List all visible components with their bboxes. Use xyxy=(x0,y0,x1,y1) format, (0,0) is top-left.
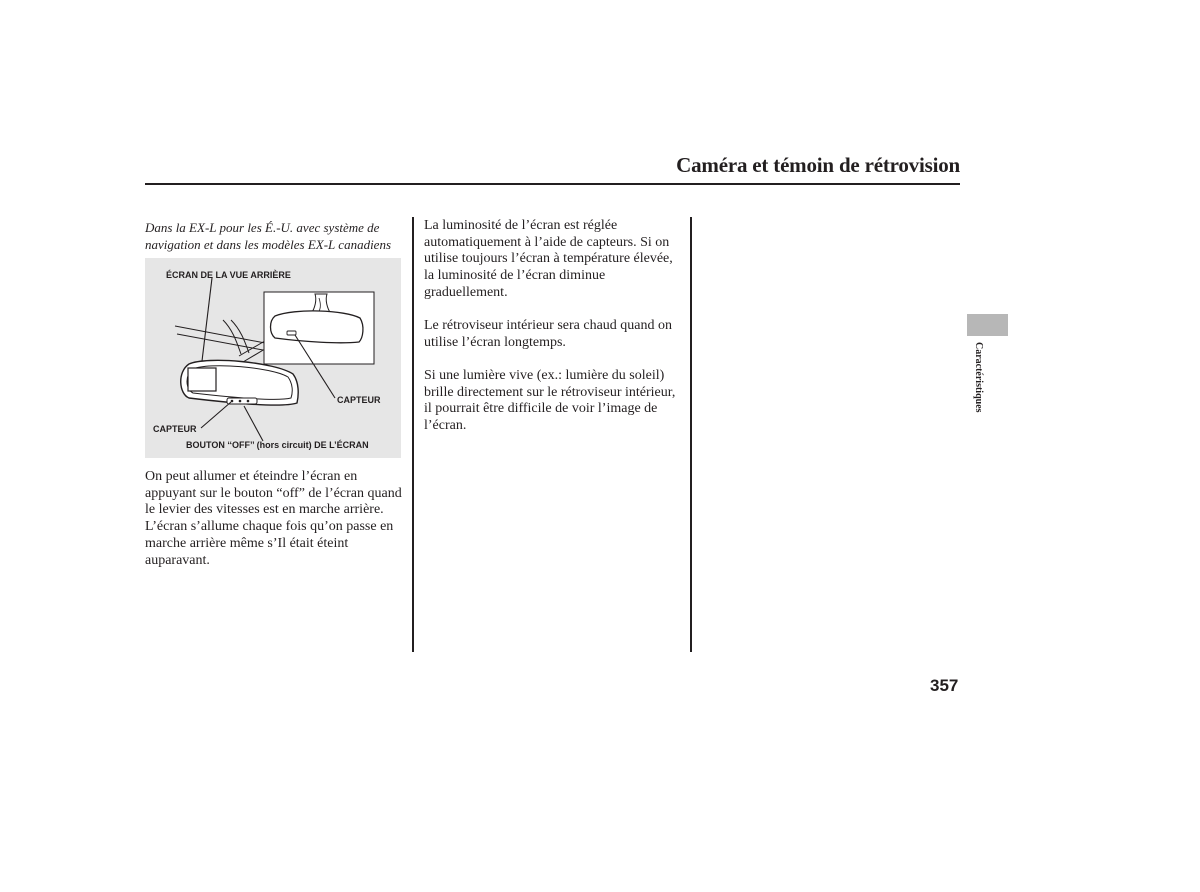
brightness-paragraph: La luminosité de l’écran est réglée automatiquement à l’aide de capteurs. Si on utilise toujours l’écran à température élevée, la luminosité de l’écran diminue graduellement. xyxy=(424,218,673,300)
label-screen-off-button: BOUTON ‘‘OFF’’ (hors circuit) DE L’ÉCRAN xyxy=(186,440,369,450)
label-sensor-right: CAPTEUR xyxy=(337,395,381,405)
page-number: 357 xyxy=(930,676,959,695)
section-tab xyxy=(967,314,1008,336)
header-rule xyxy=(145,183,960,185)
bright-light-paragraph: Si une lumière vive (ex.: lumière du soleil) brille directement sur le rétroviseur intérieur, il pourrait être difficile de voir l’image de l’écran. xyxy=(424,368,676,434)
label-rear-view-screen: ÉCRAN DE LA VUE ARRIÈRE xyxy=(166,270,291,280)
screen-toggle-paragraph: On peut allumer et éteindre l’écran en appuyant sur le bouton “off” de l’écran quand le levier des vitesses est en marche arrière. L’écran s’allume chaque fois qu’on passe en marche arrière même s’Il était éteint auparavant. xyxy=(145,469,402,568)
label-sensor-left: CAPTEUR xyxy=(153,424,197,434)
figure-caption: Dans la EX-L pour les É.-U. avec système de navigation et dans les modèles EX-L canadiens xyxy=(145,220,392,252)
page-title: Caméra et témoin de rétrovision xyxy=(676,153,960,177)
mirror-heat-paragraph: Le rétroviseur intérieur sera chaud quand on utilise l’écran longtemps. xyxy=(424,318,673,350)
column-divider-left xyxy=(412,217,414,652)
mirror-figure xyxy=(145,258,401,458)
column-divider-right xyxy=(690,217,692,652)
section-tab-label: Caractéristiques xyxy=(973,342,984,413)
